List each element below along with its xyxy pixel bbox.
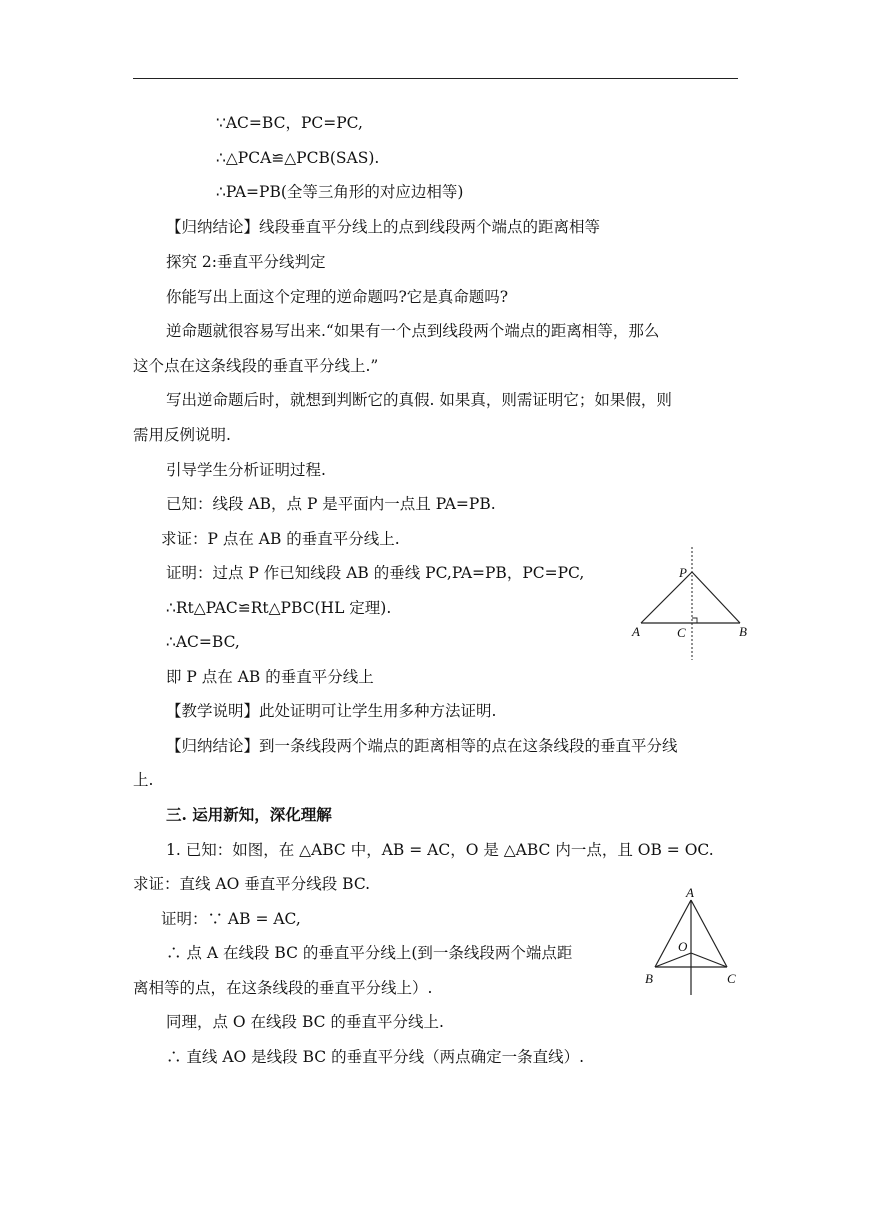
text-line: 即 P 点在 AB 的垂直平分线上 (166, 668, 374, 686)
text-line: 证明：∵ AB = AC, (161, 910, 301, 928)
label-c: C (677, 625, 686, 640)
text-line: 求证：P 点在 AB 的垂直平分线上. (161, 530, 400, 548)
text-line: 上. (133, 771, 154, 789)
triangle-abc-figure (635, 885, 750, 1000)
text-line: 【归纳结论】到一条线段两个端点的距离相等的点在这条线段的垂直平分线 (166, 737, 678, 755)
label-b: B (739, 624, 747, 639)
text-line: 【归纳结论】线段垂直平分线上的点到线段两个端点的距离相等 (166, 218, 601, 236)
text-line: 同理，点 O 在线段 BC 的垂直平分线上. (166, 1013, 444, 1031)
text-line: 探究 2:垂直平分线判定 (166, 253, 326, 271)
text-line: ∴△PCA≌△PCB(SAS). (216, 149, 380, 167)
label-o: O (678, 939, 688, 954)
text-line: ∴Rt△PAC≌Rt△PBC(HL 定理). (166, 599, 392, 617)
text-line: ∴ 点 A 在线段 BC 的垂直平分线上(到一条线段两个端点距 (166, 944, 573, 962)
text-line: 离相等的点，在这条线段的垂直平分线上）. (133, 979, 433, 997)
segment-pb (692, 572, 740, 623)
header-rule (133, 78, 738, 79)
label-a: A (632, 624, 640, 639)
text-line: ∵AC=BC，PC=PC, (216, 114, 363, 132)
text-line: 证明：过点 P 作已知线段 AB 的垂线 PC,PA=PB，PC=PC, (166, 564, 585, 582)
text-line: ∴AC=BC, (166, 633, 240, 651)
text-line: 引导学生分析证明过程. (166, 461, 326, 479)
text-line: 1. 已知：如图，在 △ABC 中，AB = AC，O 是 △ABC 内一点，且 OB = OC. (166, 841, 714, 859)
label-c: C (727, 971, 736, 986)
perpendicular-bisector-figure (620, 545, 760, 665)
segment-ac (691, 900, 727, 967)
segment-oc (691, 953, 727, 967)
text-line: ∴PA=PB(全等三角形的对应边相等) (216, 183, 464, 201)
label-a: A (686, 885, 694, 900)
text-line: 写出逆命题后时，就想到判断它的真假. 如果真，则需证明它；如果假，则 (166, 391, 672, 409)
text-line: 已知：线段 AB，点 P 是平面内一点且 PA=PB. (166, 495, 496, 513)
text-line: 你能写出上面这个定理的逆命题吗?它是真命题吗? (166, 288, 509, 306)
text-line: ∴ 直线 AO 是线段 BC 的垂直平分线（两点确定一条直线）. (166, 1048, 585, 1066)
section-heading: 三. 运用新知，深化理解 (166, 805, 332, 824)
text-line: 这个点在这条线段的垂直平分线上.” (133, 357, 379, 375)
label-b: B (645, 971, 653, 986)
segment-ab (655, 900, 691, 967)
text-line: 【教学说明】此处证明可让学生用多种方法证明. (166, 702, 497, 720)
text-line: 需用反例说明. (133, 426, 231, 444)
right-angle-mark (692, 618, 697, 623)
text-line: 求证：直线 AO 垂直平分线段 BC. (133, 875, 371, 893)
label-p: P (679, 565, 687, 580)
text-line: 逆命题就很容易写出来.“如果有一个点到线段两个端点的距离相等，那么 (166, 322, 660, 340)
segment-ob (655, 953, 691, 967)
